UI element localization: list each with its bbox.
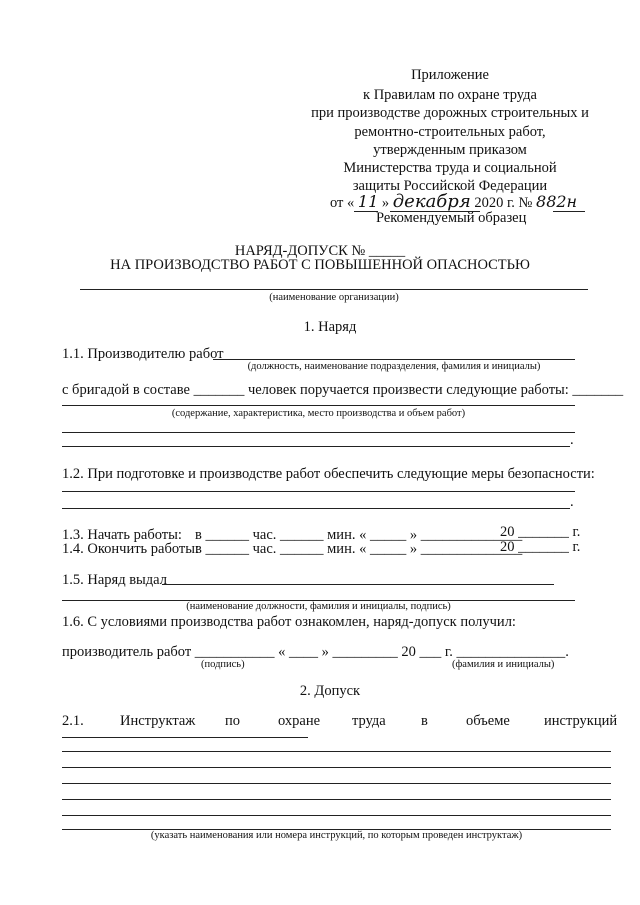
appendix-line: при производстве дорожных строительных и bbox=[311, 105, 589, 121]
fio-caption: (фамилия и инициалы) bbox=[452, 659, 555, 670]
recommended-sample: Рекомендуемый образец bbox=[376, 210, 527, 226]
p21-word: по bbox=[225, 713, 241, 729]
p21-word: в bbox=[421, 713, 428, 729]
org-caption: (наименование организации) bbox=[269, 292, 399, 303]
appendix-line: Министерства труда и социальной bbox=[343, 160, 557, 176]
appendix-line: защиты Российской Федерации bbox=[352, 178, 548, 194]
appendix-line: к Правилам по охране труда bbox=[363, 87, 537, 103]
producer-line: производитель работ ___________ « ____ » _________ 20 ___ г. _______________. bbox=[62, 644, 569, 660]
section2-heading: 2. Допуск bbox=[299, 683, 361, 699]
p11-label: 1.1. Производителю работ bbox=[62, 346, 224, 362]
p21-word: охране bbox=[278, 713, 321, 729]
p21-word: инструкций bbox=[544, 713, 618, 729]
work-caption: (содержание, характеристика, место производства и объем работ) bbox=[171, 408, 466, 419]
instr-caption: (указать наименования или номера инструкций, по которым проведен инструктаж) bbox=[150, 830, 523, 841]
p21-word: объеме bbox=[466, 713, 510, 729]
p14-year: 20 _______ г. bbox=[500, 539, 581, 555]
period: . bbox=[570, 494, 574, 510]
p13-label: 1.3. Начать работы: bbox=[62, 527, 182, 543]
p15-caption: (наименование должности, фамилия и инициалы, подпись) bbox=[186, 601, 451, 612]
p16-text: 1.6. С условиями производства работ ознакомлен, наряд-допуск получил: bbox=[62, 614, 516, 630]
doc-title: НАРЯД-ДОПУСК № _____ bbox=[234, 243, 406, 259]
p13-year: 20 _______ г. bbox=[500, 524, 581, 540]
p11-caption: (должность, наименование подразделения, фамилия и инициалы) bbox=[247, 361, 541, 372]
doc-subtitle: НА ПРОИЗВОДСТВО РАБОТ С ПОВЫШЕННОЙ ОПАСНОСТЬЮ bbox=[110, 257, 530, 273]
p12-text: 1.2. При подготовке и производстве работ обеспечить следующие меры безопасности: bbox=[62, 466, 595, 482]
date-year: 2020 г. № bbox=[474, 195, 533, 211]
p14-time: в ______ час. ______ мин. « _____ » ______________ bbox=[195, 541, 523, 557]
appendix-line: утвержденным приказом bbox=[373, 142, 527, 158]
period: . bbox=[570, 432, 574, 448]
p21-word: Инструктаж bbox=[120, 713, 196, 729]
date-mid: » bbox=[381, 195, 390, 211]
section1-heading: 1. Наряд bbox=[303, 319, 357, 335]
brigade-line: с бригадой в составе _______ человек поручается произвести следующие работы: _______ bbox=[62, 382, 624, 398]
date-day-handwritten: 11 bbox=[357, 192, 379, 211]
order-number-handwritten: 882н bbox=[536, 192, 578, 211]
appendix-line: Приложение bbox=[411, 67, 489, 83]
p21-word: труда bbox=[352, 713, 386, 729]
date-month-handwritten: декабря bbox=[392, 191, 471, 212]
date-prefix: от « bbox=[330, 195, 355, 211]
appendix-line: ремонтно-строительных работ, bbox=[354, 124, 546, 140]
p13-time: в ______ час. ______ мин. « _____ » ______________ bbox=[195, 527, 523, 543]
p14-label: 1.4. Окончить работы: bbox=[62, 541, 200, 557]
p21-word: 2.1. bbox=[62, 713, 84, 729]
sign-caption: (подпись) bbox=[201, 659, 245, 670]
p15-label: 1.5. Наряд выдал bbox=[62, 572, 167, 588]
